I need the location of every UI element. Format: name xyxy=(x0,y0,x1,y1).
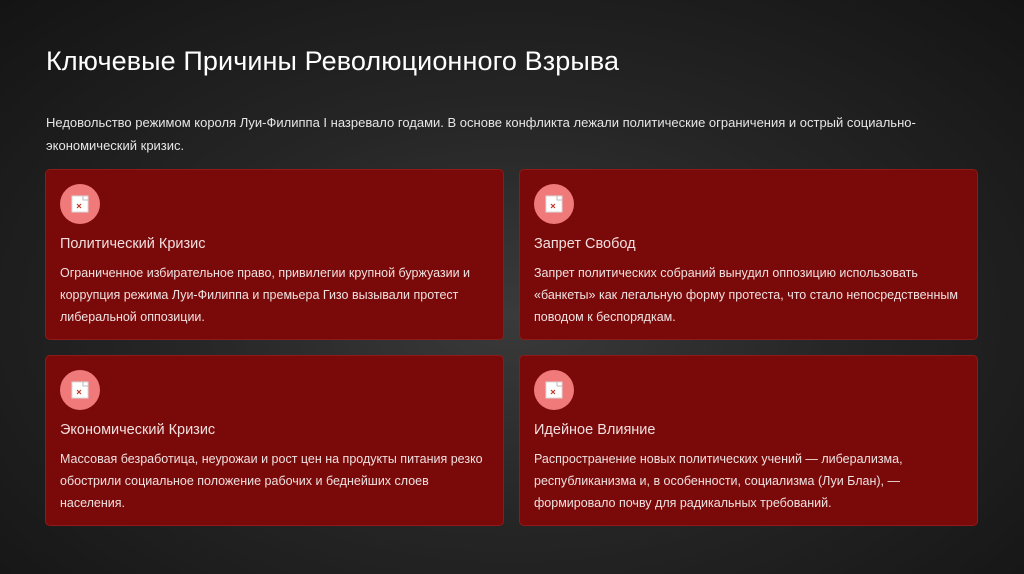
card-text: Запрет политических собраний вынудил оппозицию использовать «банкеты» как легальную форму протеста, что стало непосредственным поводом к беспорядкам. xyxy=(534,266,958,324)
card-text: Ограниченное избирательное право, привилегии крупной буржуазии и коррупция режима Луи-Филиппа и премьера Гизо вызывали протест либеральной оппозиции. xyxy=(60,266,471,324)
intro-paragraph: Недовольство режимом короля Луи-Филиппа I назревало годами. В основе конфликта лежали политические ограничения и острый социально-экономический кризис. xyxy=(46,115,916,153)
card-freedom-ban xyxy=(519,169,978,340)
broken-image-icon xyxy=(534,184,574,224)
card-ideological-influence xyxy=(519,355,978,526)
card-title: Запрет Свобод xyxy=(534,236,636,252)
card-title: Экономический Кризис xyxy=(60,422,216,438)
card-text: Распространение новых политических учений — либерализма, республиканизма и, в особенности, социализма (Луи Блан), — формировало почву для радикальных требований. xyxy=(534,452,903,510)
broken-image-icon xyxy=(60,370,100,410)
card-text: Массовая безработица, неурожаи и рост цен на продукты питания резко обострили социальное положение рабочих и беднейших слоев населения. xyxy=(60,452,483,510)
page-title: Ключевые Причины Революционного Взрыва xyxy=(46,46,620,76)
card-title: Идейное Влияние xyxy=(534,422,656,438)
card-political-crisis xyxy=(45,169,504,340)
card-title: Политический Кризис xyxy=(60,236,206,252)
card-economic-crisis xyxy=(45,355,504,526)
broken-image-icon xyxy=(534,370,574,410)
broken-image-icon xyxy=(60,184,100,224)
